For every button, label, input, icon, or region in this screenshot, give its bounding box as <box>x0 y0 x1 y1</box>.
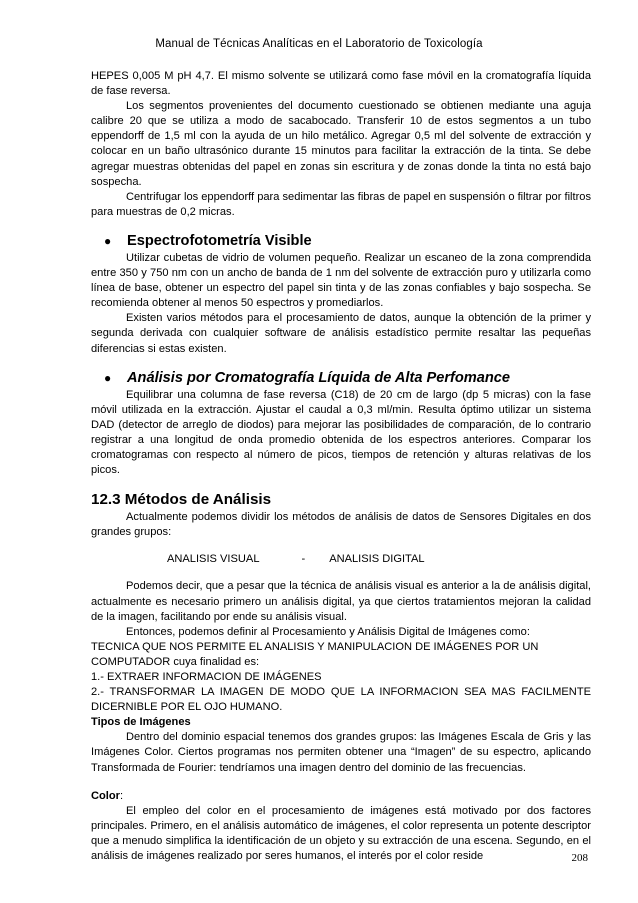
group-digital: ANALISIS DIGITAL <box>329 553 425 566</box>
page-content <box>91 69 591 864</box>
page-header: Manual de Técnicas Analíticas en el Laboratorio de Toxicología <box>155 38 483 50</box>
paragraph: TECNICA QUE NOS PERMITE EL ANALISIS Y MANIPULACION DE IMÁGENES POR UN COMPUTADOR cuya finalidad es: <box>91 640 539 668</box>
paragraph: Dentro del dominio espacial tenemos dos grandes grupos: las Imágenes Escala de Gris y las Imágenes Color. Ciertos programas nos permiten obtener una “Imagen” de su espectro, aplicando Transformada de Fourier: tendríamos una imagen dentro del dominio de las frecuencias. <box>91 731 591 774</box>
paragraph: Equilibrar una columna de fase reversa (C18) de 20 cm de largo (dp 5 micras) con la fase móvil utilizada en la extracción. Ajustar el caudal a 0,3 ml/min. Resulta óptimo utilizar un sistema DAD (detector de arreglo de diodos) para mejorar las posibilidades de comparación, de lo contrario registrar a una longitud de onda promedio obtenida de los espectros anteriores. Comparar los cromatogramas con respecto al número de picos, tiempos de retención y alturas relativas de los picos. <box>91 388 591 477</box>
paragraph: Los segmentos provenientes del documento cuestionado se obtienen mediante una aguja calibre 20 que se utiliza a modo de sacabocado. Transferir 10 de estos segmentos a un tubo eppendorff de 1,5 ml con la ayuda de un hilo metálico. Agregar 0,5 ml del solvente de extracción y colocar en un baño ultrasónico durante 15 minutos para facilitar la extracción de la tinta. Se debe agregar muestras obtenidas del papel en zonas sin escritura y de zonas donde la tinta no está bajo sospecha. <box>91 100 591 188</box>
paragraph: Existen varios métodos para el procesamiento de datos, aunque la obtención de la primer y segunda derivada con cualquier software de análisis estadístico permite resaltar las pequeñas diferencias si estas existen. <box>91 312 591 355</box>
section-heading: 12.3 Métodos de Análisis <box>91 491 272 509</box>
paragraph: Utilizar cubetas de vidrio de volumen pequeño. Realizar un escaneo de la zona comprendida entre 350 y 750 nm con un ancho de banda de 1 nm del solvente de extracción puro y utilizarla como línea de base, obtener un espectro del papel sin tinta y de las zonas confiables y bajo sospecha. Se recomienda obtener al menos 50 espectros y promediarlos. <box>91 251 591 310</box>
list-item: 2.- TRANSFORMAR LA IMAGEN DE MODO QUE LA INFORMACION SEA MAS FACILMENTE DICERNIBLE POR EL OJO HUMANO. <box>91 686 591 714</box>
color-label: Color <box>91 789 120 802</box>
group-visual: ANALISIS VISUAL <box>167 553 260 566</box>
page-number: 208 <box>571 852 588 864</box>
paragraph: Centrifugar los eppendorff para sedimentar las fibras de papel en suspensión o filtrar por filtros para muestras de 0,2 micras. <box>91 190 591 218</box>
bullet-heading <box>91 233 591 250</box>
color-heading <box>91 789 591 804</box>
paragraph: Podemos decir, que a pesar que la técnica de análisis visual es anterior a la de análisis digital, actualmente es necesario primero un análisis digital, ya que ciertos tratamientos mejoran la calidad de la imagen, facilitando por ende su análisis visual. <box>91 580 591 623</box>
paragraph: Entonces, podemos definir al Procesamiento y Análisis Digital de Imágenes como: <box>126 625 530 638</box>
bullet-icon: ● <box>104 233 112 248</box>
bullet-heading <box>91 370 591 387</box>
paragraph: Actualmente podemos dividir los métodos de análisis de datos de Sensores Digitales en dos grandes grupos: <box>91 511 591 539</box>
group-separator: - <box>301 553 306 566</box>
subheading: Tipos de Imágenes <box>91 716 191 729</box>
bullet-icon: ● <box>104 370 112 385</box>
bullet-heading-text: Análisis por Cromatografía Líquida de Alta Perfomance <box>127 369 511 386</box>
paragraph: El empleo del color en el procesamiento de imágenes está motivado por dos factores principales. Primero, en el análisis automático de imágenes, el color representa un potente descriptor que a menudo simplifica la identificación de un objeto y su extracción de una escena. Segundo, en el análisis de imágenes realizado por seres humanos, el interés por el color reside <box>91 804 591 863</box>
analysis-groups <box>91 552 591 567</box>
bullet-heading-text: Espectrofotometría Visible <box>127 232 312 249</box>
color-colon: : <box>119 789 124 802</box>
paragraph: HEPES 0,005 M pH 4,7. El mismo solvente se utilizará como fase móvil en la cromatografía líquida de fase reversa. <box>91 70 591 98</box>
list-item: 1.- EXTRAER INFORMACION DE IMÁGENES <box>91 671 322 683</box>
